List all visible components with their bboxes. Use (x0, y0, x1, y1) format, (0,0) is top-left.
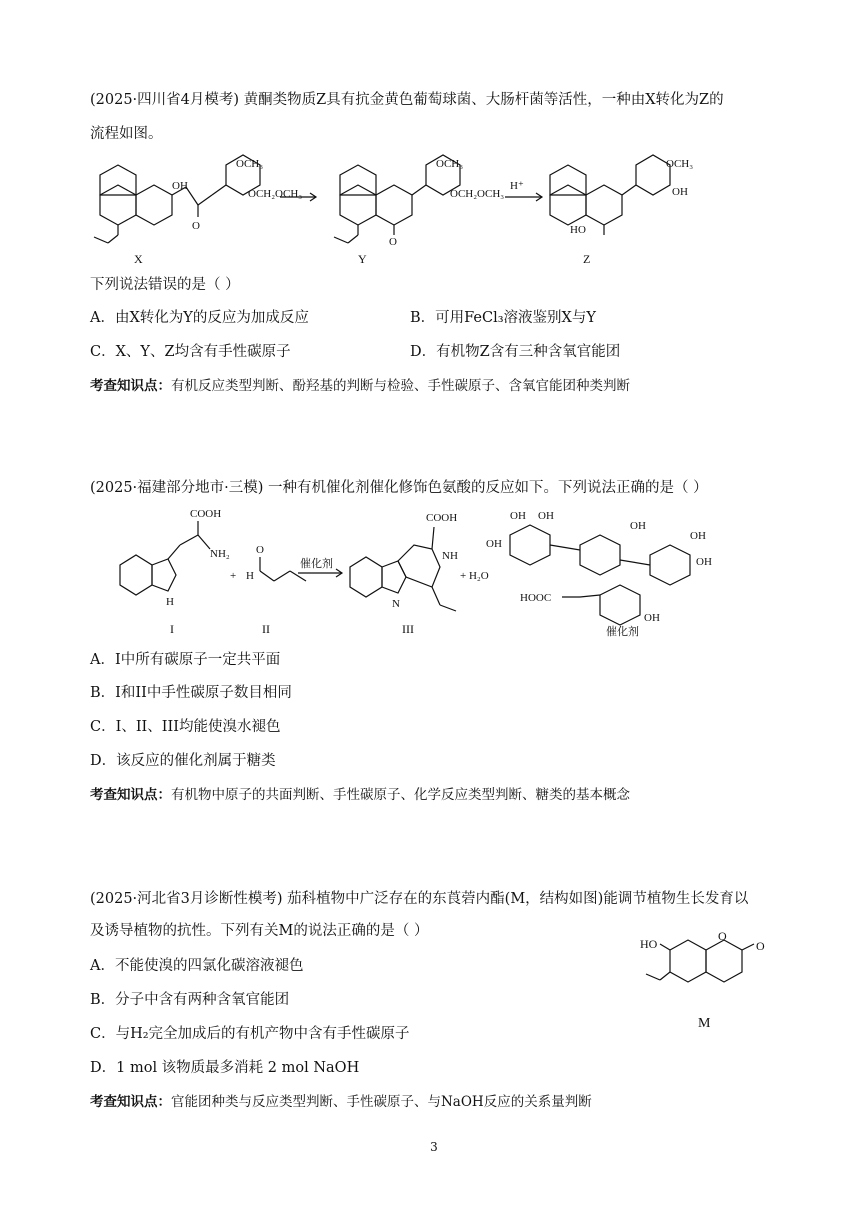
q1-kp-label: 考查知识点： (90, 378, 171, 394)
q2-cat-oh-5: OH (690, 530, 706, 542)
q1-intro-line1: (2025·四川省4月模考) 黄酮类物质Z具有抗金黄色葡萄球菌、大肠杆菌等活性，一种由X转化为Z的 (90, 92, 724, 108)
q2-reaction-scheme (110, 505, 760, 645)
q1-x-oh: OH (172, 180, 188, 192)
q2-i-cooh: COOH (190, 508, 222, 520)
q1-z-och3: OCH₃ (666, 158, 694, 170)
q1-label-z: Z (583, 252, 591, 266)
q3-m-ho: HO (640, 937, 658, 951)
q1-z-ho: HO (570, 224, 586, 236)
q3-kp-text: 官能团种类与反应类型判断、手性碳原子、与NaOH反应的关系量判断 (171, 1094, 592, 1110)
q3-option-c: C．与H₂完全加成后的有机产物中含有手性碳原子 (90, 1026, 410, 1042)
q2-intro-line1: (2025·福建部分地市·三模) 一种有机催化剂催化修饰色氨酸的反应如下。下列说法正确的是（ ） (90, 480, 708, 496)
q2-label-i: I (170, 622, 174, 636)
q3-kp-label: 考查知识点： (90, 1094, 171, 1110)
q1-knowledge-points (90, 376, 630, 396)
q3-option-b: B．分子中含有两种含氧官能团 (90, 992, 290, 1008)
q2-iii-cooh: COOH (426, 512, 458, 524)
q2-i-nh: H (166, 596, 174, 608)
q3-label-m: M (698, 1016, 711, 1031)
q2-label-ii: II (262, 622, 270, 636)
q3-option-d: D．1 mol 该物质最多消耗 2 mol NaOH (90, 1060, 360, 1076)
q1-y-och2och3: OCH₂OCH₃ (450, 188, 505, 200)
q1-option-b: B．可用FeCl₃溶液鉴别X与Y (410, 310, 596, 326)
q1-label-x: X (134, 252, 143, 266)
q2-cat-oh-3: OH (486, 538, 502, 550)
q2-ii-h: H (246, 570, 254, 582)
q1-arrow-hplus: H⁺ (510, 180, 524, 192)
q3-intro-line2: 及诱导植物的抗性。下列有关M的说法正确的是（ ） (90, 923, 429, 939)
q2-label-iii: III (402, 622, 414, 636)
q1-y-och3: OCH₃ (436, 158, 464, 170)
q2-arrow-label: 催化剂 (300, 558, 333, 570)
q3-knowledge-points (90, 1092, 592, 1112)
page-number: 3 (430, 1140, 438, 1154)
q3-option-a: A．不能使溴的四氯化碳溶液褪色 (90, 958, 304, 974)
q2-i-nh2: NH₂ (210, 548, 230, 560)
q2-option-a: A．I中所有碳原子一定共平面 (90, 652, 281, 668)
q2-kp-text: 有机物中原子的共面判断、手性碳原子、化学反应类型判断、糖类的基本概念 (171, 787, 630, 803)
q3-m-ring-o: O (718, 930, 727, 943)
q1-kp-text: 有机反应类型判断、酚羟基的判断与检验、手性碳原子、含氧官能团种类判断 (171, 378, 630, 394)
q2-option-d: D．该反应的催化剂属于糖类 (90, 753, 276, 769)
q2-option-b: B．I和II中手性碳原子数目相同 (90, 685, 292, 701)
q3-m-carbonyl-o: O (756, 939, 765, 953)
q3-structure-m (630, 930, 780, 1035)
q2-iii-nh: NH (442, 550, 458, 562)
q2-cat-hooc: HOOC (520, 592, 552, 604)
q2-cat-oh-7: OH (644, 612, 660, 624)
q2-h2o: + H₂O (460, 570, 489, 582)
q1-y-o: O (389, 236, 397, 248)
q1-option-c: C．X、Y、Z均含有手性碳原子 (90, 344, 291, 360)
q1-x-och3: OCH₃ (236, 158, 264, 170)
q2-cat-oh-6: OH (696, 556, 712, 568)
q2-knowledge-points (90, 785, 630, 805)
q1-stem: 下列说法错误的是（ ） (90, 277, 240, 293)
q2-option-c: C．I、II、III均能使溴水褪色 (90, 719, 281, 735)
q3-intro-line1: (2025·河北省3月诊断性模考) 茄科植物中广泛存在的东莨菪内酯(M，结构如图)能调节植物生长发育以 (90, 891, 749, 907)
q2-plus: + (230, 570, 237, 582)
q1-intro-line2: 流程如图。 (90, 126, 163, 142)
q1-x-o: O (192, 220, 200, 232)
q1-z-oh: OH (672, 186, 688, 198)
q1-option-d: D．有机物Z含有三种含氧官能团 (410, 344, 621, 360)
q2-cat-oh-1: OH (510, 510, 526, 522)
q1-reaction-scheme (80, 145, 700, 270)
q2-iii-n: N (392, 598, 400, 610)
q2-kp-label: 考查知识点： (90, 787, 171, 803)
q2-cat-oh-2: OH (538, 510, 554, 522)
q2-cat-oh-4: OH (630, 520, 646, 532)
q1-x-och2och3: OCH₂OCH₃ (248, 188, 303, 200)
q2-ii-o: O (256, 544, 264, 556)
q1-option-a: A．由X转化为Y的反应为加成反应 (90, 310, 309, 326)
q1-label-y: Y (358, 252, 367, 266)
q2-catalyst-label: 催化剂 (606, 626, 639, 638)
